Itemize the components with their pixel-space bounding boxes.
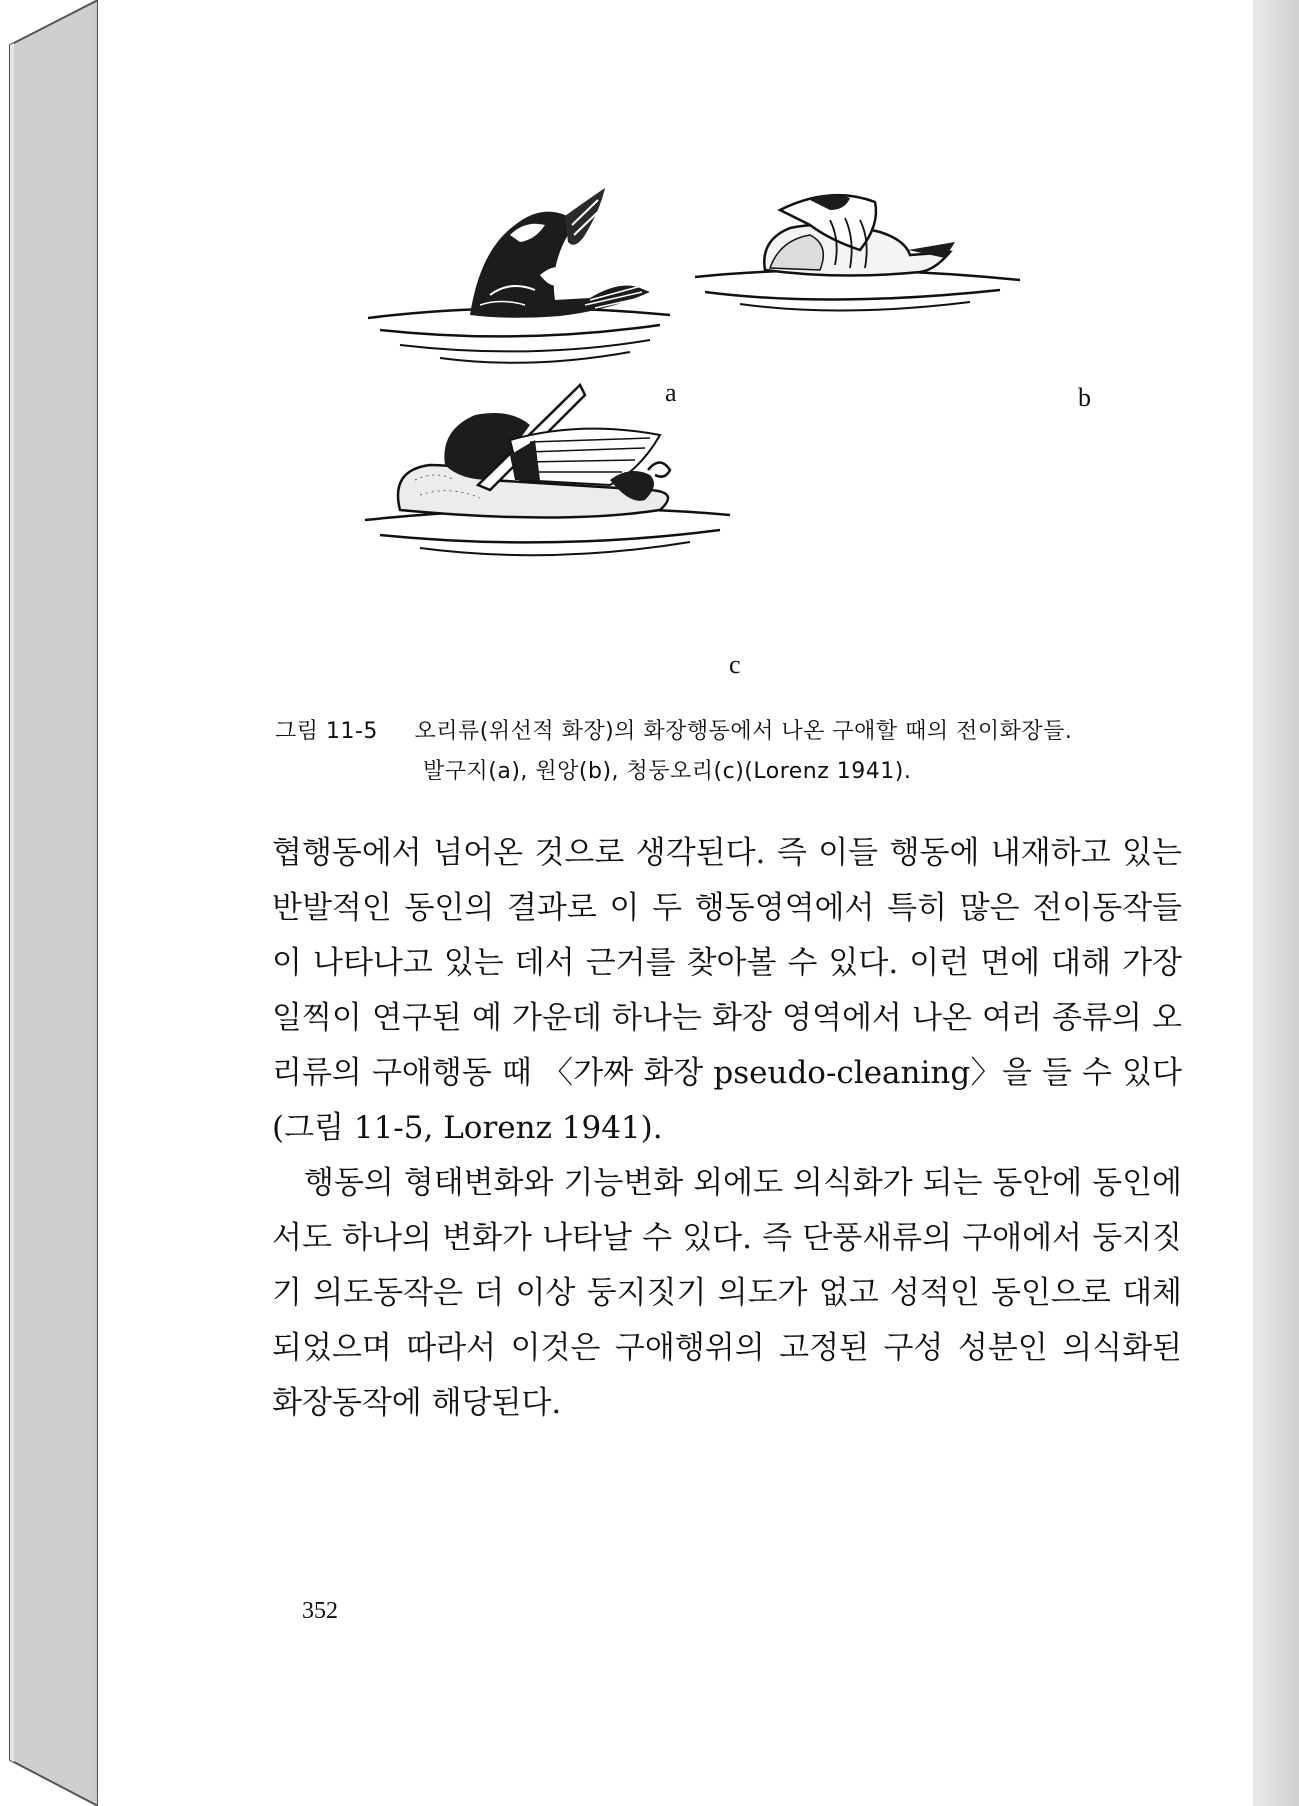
- paragraph-2: 행동의 형태변화와 기능변화 외에도 의식화가 되는 동안에 동인에서도 하나의 변화가 나타날 수 있다. 즉 단풍새류의 구애에서 둥지짓기 의도동작은 더 이상 둥지짓기 의도가 없고 성적인 동인으로 대체되었으며 따라서 이것은 구애행위의 고정된 구성 성분인 의식화된 화장동작에 해당된다.: [272, 1165, 1182, 1421]
- figure-label-c: c: [729, 650, 741, 679]
- body-text: [272, 826, 1182, 1431]
- duck-a-illustration: [368, 188, 670, 363]
- duck-figure: [360, 180, 1140, 680]
- figure-label-b: b: [1078, 383, 1091, 412]
- caption-line-1: 오리류(위선적 화장)의 화장행동에서 나온 구애할 때의 전이화장들.: [414, 719, 1073, 744]
- duck-illustrations: [360, 180, 1140, 680]
- duck-c-illustration: [365, 385, 730, 555]
- page-edge-shadow: [1253, 0, 1299, 1806]
- paragraph-1: 협행동에서 넘어온 것으로 생각된다. 즉 이들 행동에 내재하고 있는 반발적인 동인의 결과로 이 두 행동영역에서 특히 많은 전이동작들이 나타나고 있는 데서 근거를 찾아볼 수 있다. 이런 면에 대해 가장 일찍이 연구된 예 가운데 하나는 화장 영역에서 나온 여러 종류의 오리류의 구애행동 때 〈가짜 화장 pseudo-cleaning〉을 들 수 있다 (그림 11-5, Lorenz 1941).: [272, 835, 1182, 1146]
- figure-label-a: a: [665, 378, 677, 407]
- figure-caption: [275, 712, 1175, 792]
- page-number: 352: [302, 1598, 338, 1624]
- caption-number: 그림 11-5: [275, 719, 378, 744]
- duck-b-illustration: [695, 194, 1020, 310]
- caption-line-2: 발구지(a), 원앙(b), 청둥오리(c)(Lorenz 1941).: [423, 759, 912, 784]
